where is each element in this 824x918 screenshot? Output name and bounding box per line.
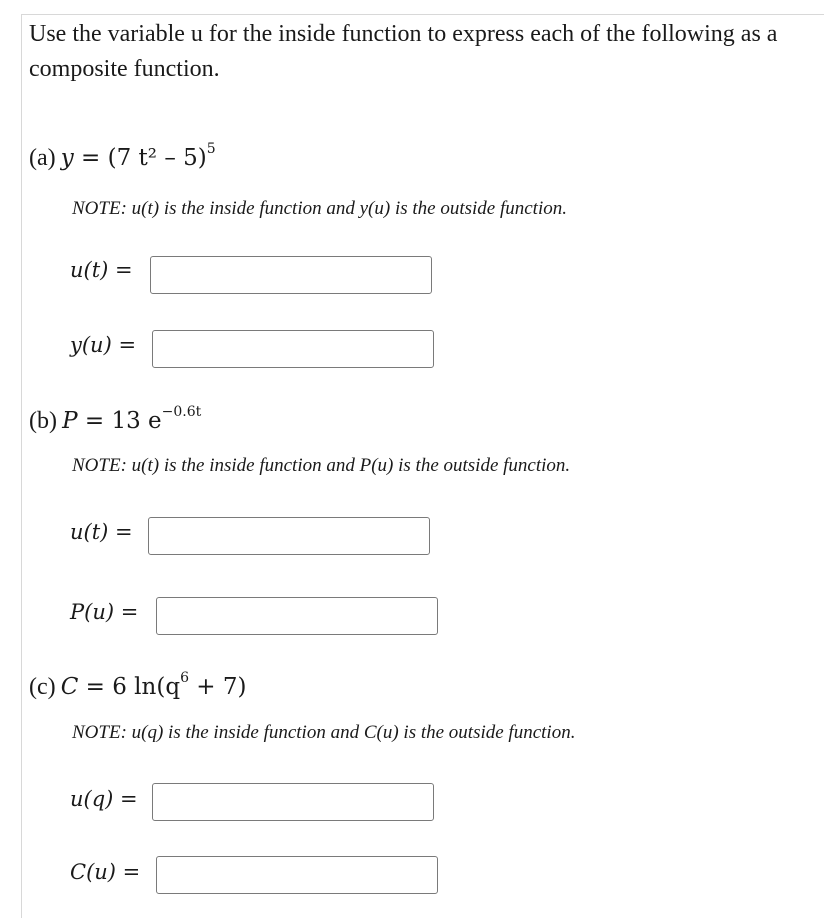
part-b-label: (b) <box>29 408 57 434</box>
part-c-exponent: 6 <box>180 670 189 686</box>
part-b-lhs: P <box>62 408 78 434</box>
part-c-lhs: C <box>60 674 79 700</box>
part-c-c-input[interactable] <box>156 856 438 894</box>
part-a-input-1-label: u(t) = <box>70 258 133 282</box>
part-a-expression: = (7 t² – 5) <box>81 145 207 171</box>
part-b-p-input[interactable] <box>156 597 438 635</box>
part-c-equation <box>29 670 247 701</box>
part-c-u-input[interactable] <box>152 783 434 821</box>
part-c-input-1-label: u(q) = <box>70 787 138 811</box>
part-c-note: NOTE: u(q) is the inside function and C(u) is the outside function. <box>72 722 576 743</box>
part-b-exponent: −0.6t <box>161 404 202 420</box>
part-b-u-input[interactable] <box>148 517 430 555</box>
part-a-u-input[interactable] <box>150 256 432 294</box>
part-a-lhs: y <box>60 145 74 171</box>
part-c-expression: = 6 ln(q <box>85 674 181 700</box>
part-a-equation <box>29 141 216 172</box>
part-c-label: (c) <box>29 674 56 700</box>
part-a-note: NOTE: u(t) is the inside function and y(u) is the outside function. <box>72 198 567 219</box>
part-a-input-2-label: y(u) = <box>70 333 137 357</box>
part-b-input-2-label: P(u) = <box>70 600 139 624</box>
part-b-equation <box>29 404 201 435</box>
part-b-input-1-label: u(t) = <box>70 520 133 544</box>
instructions-text: Use the variable u for the inside function to express each of the following as a composite function. <box>29 21 778 82</box>
part-c-input-2-label: C(u) = <box>70 860 141 884</box>
part-b-note: NOTE: u(t) is the inside function and P(u) is the outside function. <box>72 455 571 476</box>
part-a-label: (a) <box>29 145 56 171</box>
part-a-exponent: 5 <box>206 141 216 157</box>
part-a-y-input[interactable] <box>152 330 434 368</box>
part-b-expression: = 13 e <box>84 408 162 434</box>
part-c-expression-tail: + 7) <box>196 674 247 700</box>
